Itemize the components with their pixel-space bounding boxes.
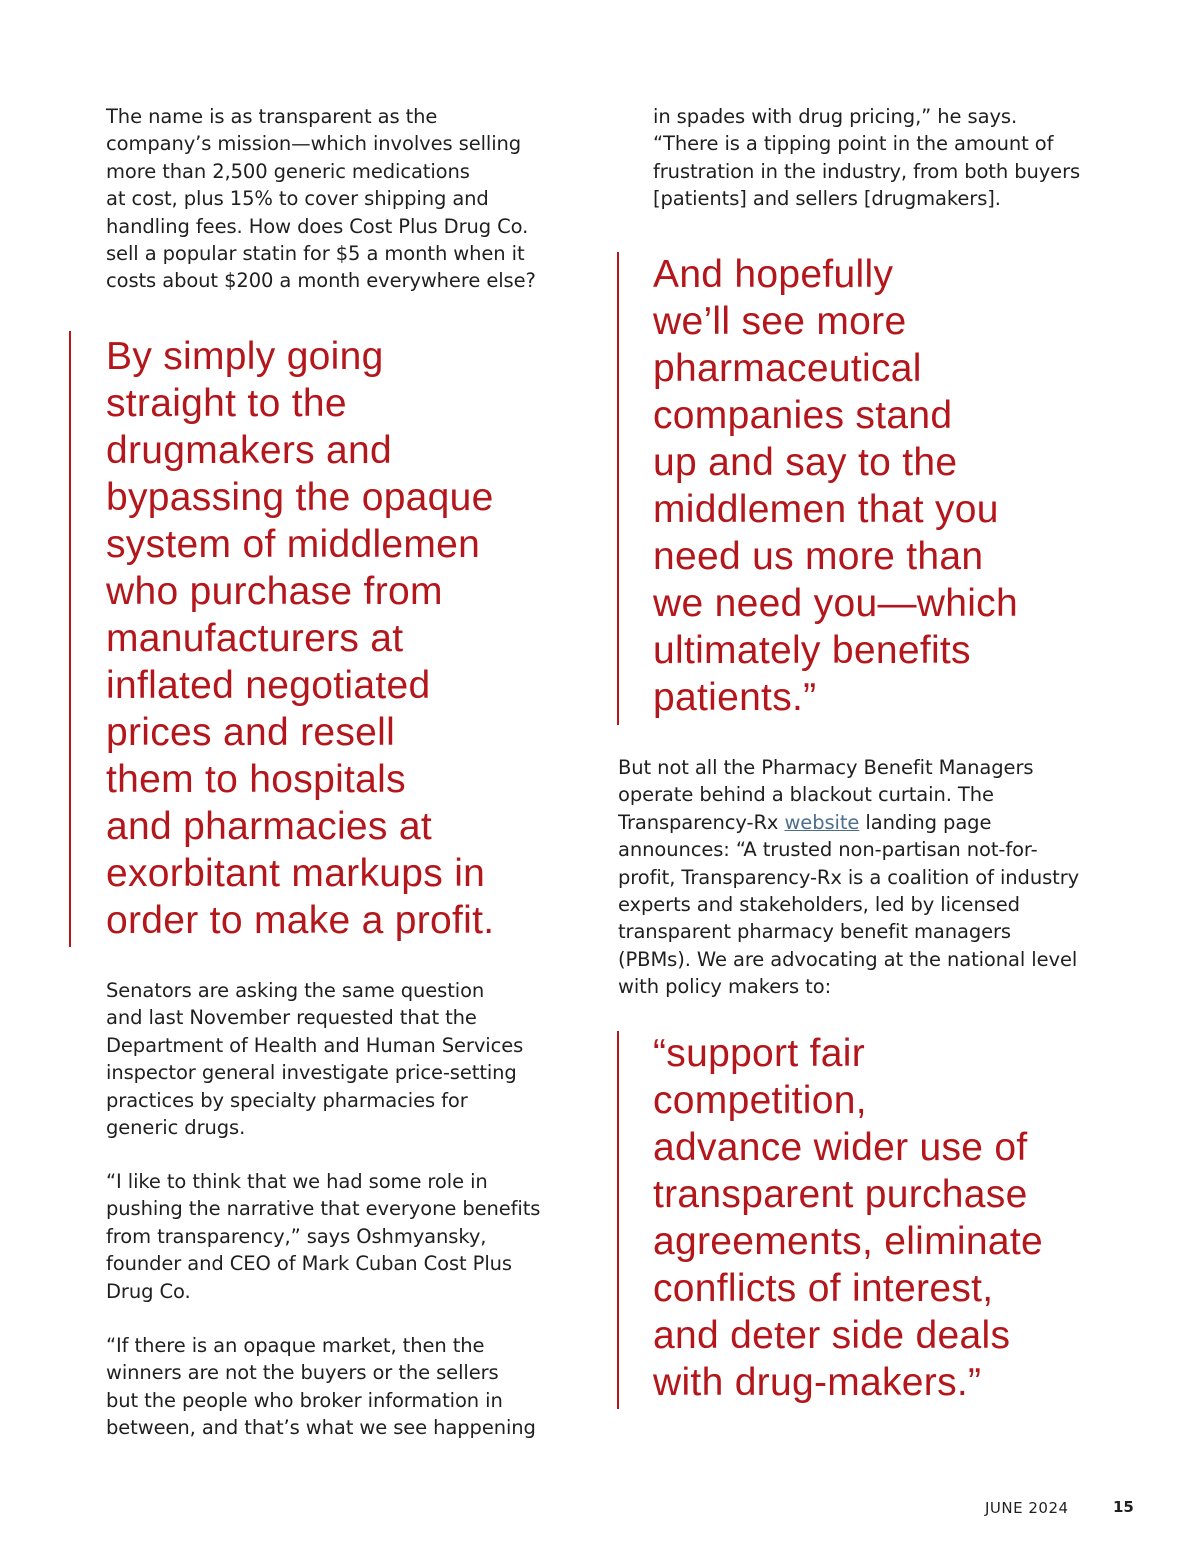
text-line: [patients] and sellers [drugmakers]. <box>653 187 1001 211</box>
quote-line: competition, <box>653 1079 867 1122</box>
quote-line: we’ll see more <box>653 300 907 343</box>
text-line: experts and stakeholders, led by licensed <box>618 893 1020 917</box>
text-line: more than 2,500 generic medications <box>106 159 470 183</box>
text-fragment: landing page <box>859 810 992 834</box>
text-line: from transparency,” says Oshmyansky, <box>106 1224 487 1248</box>
text-line: in spades with drug pricing,” he says. <box>653 105 1018 128</box>
quote-line: transparent purchase <box>653 1173 1028 1216</box>
text-line: at cost, plus 15% to cover shipping and <box>106 187 489 211</box>
quote-line: And hopefully <box>653 253 894 296</box>
text-line: company’s mission—which involves selling <box>106 132 522 156</box>
quote-line: “support fair <box>653 1032 865 1075</box>
quote-line: and deter side deals <box>653 1314 1011 1357</box>
quote-line: bypassing the opaque <box>106 476 494 519</box>
text-line: Senators are asking the same question <box>106 979 485 1002</box>
quote-line: pharmaceutical <box>653 347 922 390</box>
text-line: announces: “A trusted non-partisan not-for- <box>618 838 1038 862</box>
text-line: (PBMs). We are advocating at the national level <box>618 947 1078 971</box>
closing-quote-rule <box>617 1031 619 1409</box>
quote-line: with drug-makers.” <box>653 1361 982 1404</box>
text-line: practices by specialty pharmacies for <box>106 1088 468 1112</box>
text-line: costs about $200 a month everywhere else? <box>106 269 536 293</box>
issue-date: JUNE 2024 <box>985 1499 1069 1517</box>
quote-line: need us more than <box>653 535 984 578</box>
text-line: between, and that’s what we see happening <box>106 1416 536 1440</box>
text-line: handling fees. How does Cost Plus Drug Co. <box>106 214 529 238</box>
text-line: generic drugs. <box>106 1116 246 1140</box>
quote-line: them to hospitals <box>106 758 406 801</box>
senators-paragraph <box>106 977 523 1141</box>
text-line: with policy makers to: <box>618 975 832 999</box>
quote-line: manufacturers at <box>106 617 404 660</box>
quote-line: inflated negotiated <box>106 664 431 707</box>
text-line: “If there is an opaque market, then the <box>106 1334 485 1357</box>
text-line: transparent pharmacy benefit managers <box>618 920 1011 944</box>
text-line <box>618 809 1079 836</box>
text-line: operate behind a blackout curtain. The <box>618 783 994 807</box>
pull-quote-right <box>653 251 1018 721</box>
quote-line: order to make a profit. <box>106 899 495 942</box>
website-link[interactable]: website <box>784 810 860 834</box>
text-line: “There is a tipping point in the amount of <box>653 132 1054 156</box>
quote-line: we need you—which <box>653 582 1018 625</box>
text-fragment: Transparency-Rx <box>618 810 785 834</box>
pull-quote-rule <box>617 252 619 725</box>
quote-line: who purchase from <box>106 570 443 613</box>
text-line: sell a popular statin for $5 a month when it <box>106 242 525 266</box>
text-line: winners are not the buyers or the sellers <box>106 1361 499 1385</box>
intro-paragraph <box>106 103 536 295</box>
text-line: pushing the narrative that everyone benefits <box>106 1197 541 1221</box>
text-line: “I like to think that we had some role in <box>106 1170 488 1193</box>
quote-line: up and say to the <box>653 441 958 484</box>
pbm-paragraph <box>618 754 1079 1001</box>
text-line: Drug Co. <box>106 1279 191 1303</box>
quote-line: agreements, eliminate <box>653 1220 1043 1263</box>
text-line: inspector general investigate price-setting <box>106 1061 517 1085</box>
text-line: Department of Health and Human Services <box>106 1033 524 1057</box>
quote-line: advance wider use of <box>653 1126 1028 1169</box>
quote-line: prices and resell <box>106 711 396 754</box>
text-line: founder and CEO of Mark Cuban Cost Plus <box>106 1252 512 1276</box>
quote-line: conflicts of interest, <box>653 1267 994 1310</box>
text-line: and last November requested that the <box>106 1006 477 1030</box>
continuation-paragraph <box>653 103 1080 213</box>
quote-line: companies stand <box>653 394 953 437</box>
text-line: frustration in the industry, from both buyers <box>653 159 1081 183</box>
oshmyansky-paragraph <box>106 1168 540 1305</box>
page-number: 15 <box>1113 1498 1134 1516</box>
opaque-market-paragraph <box>106 1332 536 1442</box>
quote-line: ultimately benefits <box>653 629 971 672</box>
quote-line: By simply going <box>106 335 384 378</box>
quote-line: system of middlemen <box>106 523 481 566</box>
quote-line: patients.” <box>653 676 817 719</box>
text-line: But not all the Pharmacy Benefit Managers <box>618 756 1034 779</box>
pull-quote-rule <box>69 331 71 947</box>
quote-line: exorbitant markups in <box>106 852 486 895</box>
closing-quote <box>653 1030 1043 1406</box>
quote-line: and pharmacies at <box>106 805 432 848</box>
text-line: The name is as transparent as the <box>106 105 438 128</box>
text-line: profit, Transparency-Rx is a coalition of industry <box>618 865 1080 889</box>
quote-line: drugmakers and <box>106 429 393 472</box>
text-line: but the people who broker information in <box>106 1388 503 1412</box>
quote-line: middlemen that you <box>653 488 999 531</box>
quote-line: straight to the <box>106 382 347 425</box>
pull-quote-left <box>106 333 494 944</box>
